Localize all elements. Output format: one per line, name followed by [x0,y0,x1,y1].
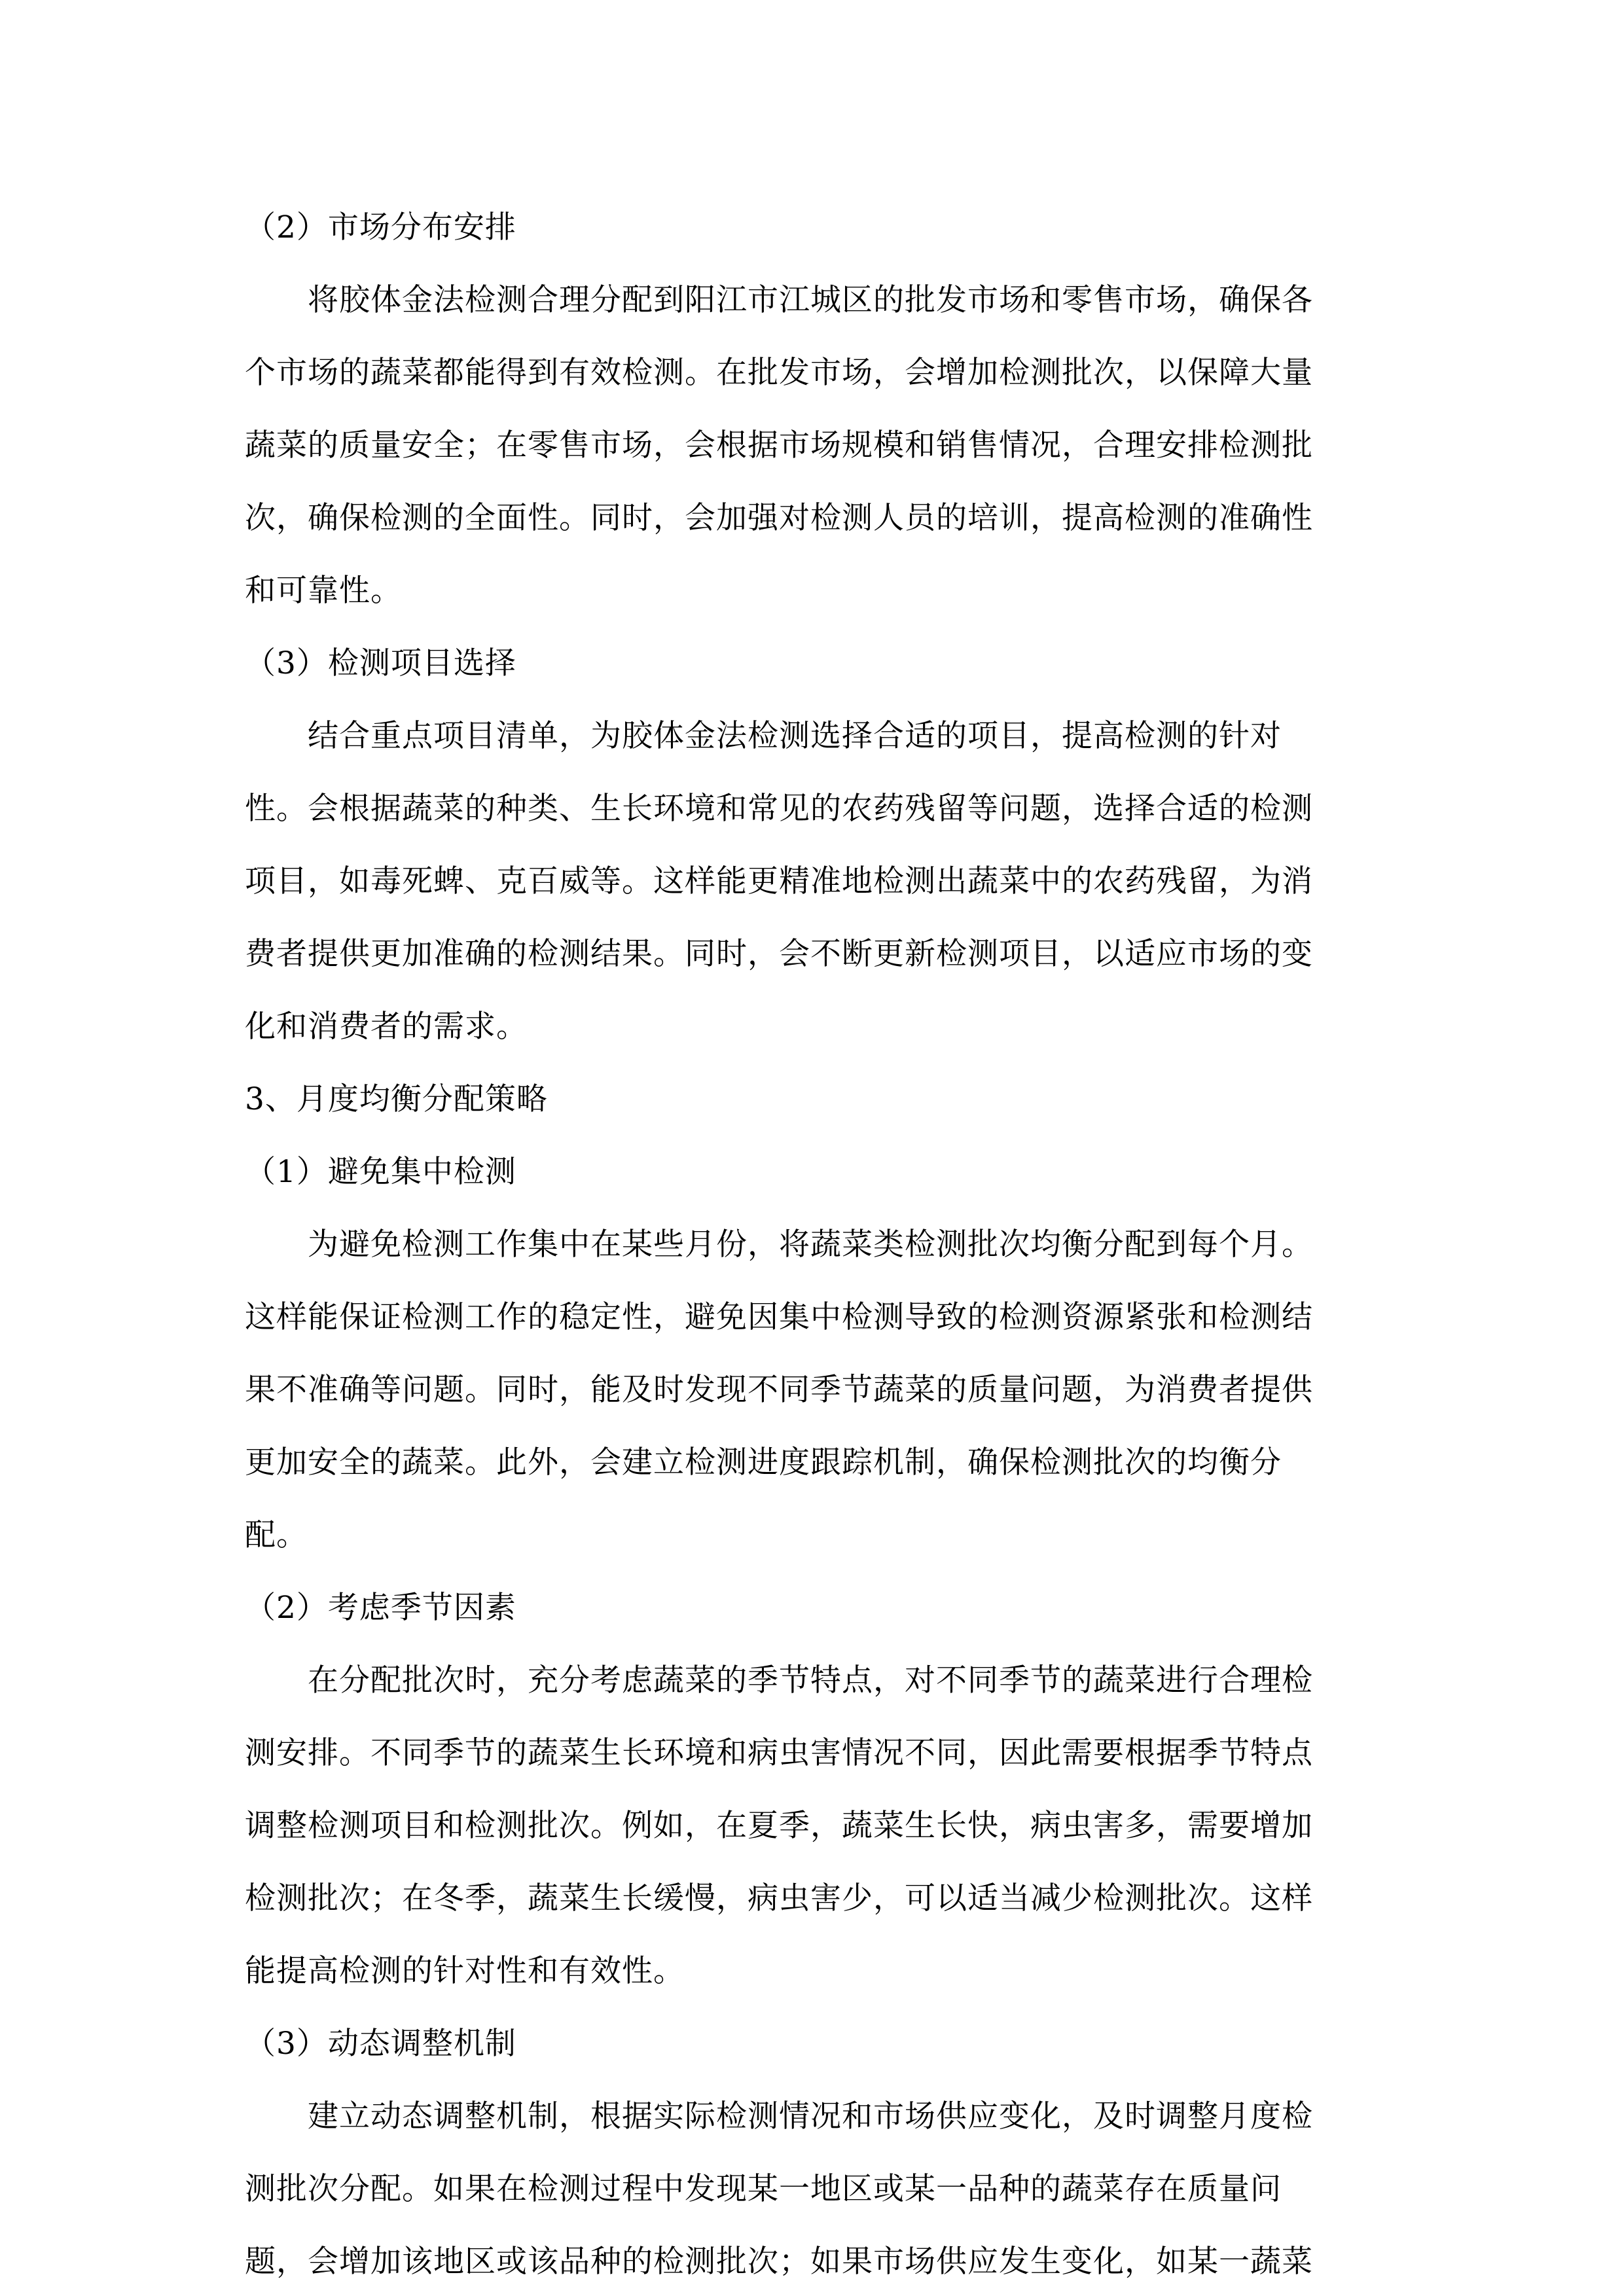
paragraph-line: 在分配批次时，充分考虑蔬菜的季节特点，对不同季节的蔬菜进行合理检 [308,1662,1313,1698]
paragraph-line: 果不准确等问题。同时，能及时发现不同季节蔬菜的质量问题，为消费者提供 [245,1372,1313,1408]
paragraph-test-item-selection [245,700,1371,1063]
paragraph-line: 能提高检测的针对性和有效性。 [245,1953,685,1989]
paragraph-line: 费者提供更加准确的检测结果。同时，会不断更新检测项目，以适应市场的变 [245,936,1313,972]
subheading-market-distribution: （2）市场分布安排 [245,209,516,245]
paragraph-line: 性。会根据蔬菜的种类、生长环境和常见的农药残留等问题，选择合适的检测 [245,791,1313,827]
paragraph-line: 测批次分配。如果在检测过程中发现某一地区或某一品种的蔬菜存在质量问 [245,2171,1282,2207]
subheading-dynamic-adjustment: （3）动态调整机制 [245,2026,516,2062]
subheading-seasonal-factors: （2）考虑季节因素 [245,1590,516,1626]
paragraph-line: 结合重点项目清单，为胶体金法检测选择合适的项目，提高检测的针对 [308,718,1282,754]
section-heading-monthly-balance: 3、月度均衡分配策略 [245,1081,548,1117]
document-body [245,191,1371,2296]
paragraph-line: 题，会增加该地区或该品种的检测批次；如果市场供应发生变化，如某一蔬菜 [245,2244,1313,2280]
paragraph-market-distribution [245,264,1371,627]
paragraph-line: 配。 [245,1517,308,1553]
paragraph-line: 建立动态调整机制，根据实际检测情况和市场供应变化，及时调整月度检 [308,2098,1313,2134]
paragraph-line: 次，确保检测的全面性。同时，会加强对检测人员的培训，提高检测的准确性 [245,500,1313,536]
paragraph-dynamic-adjustment [245,2080,1371,2296]
paragraph-line: 个市场的蔬菜都能得到有效检测。在批发市场，会增加检测批次，以保障大量 [245,355,1313,391]
paragraph-line: 化和消费者的需求。 [245,1009,528,1045]
paragraph-line: 将胶体金法检测合理分配到阳江市江城区的批发市场和零售市场，确保各 [308,282,1313,318]
paragraph-line: 这样能保证检测工作的稳定性，避免因集中检测导致的检测资源紧张和检测结 [245,1299,1313,1335]
paragraph-line: 和可靠性。 [245,573,402,609]
paragraph-line: 更加安全的蔬菜。此外，会建立检测进度跟踪机制，确保检测批次的均衡分 [245,1444,1282,1480]
paragraph-line: 蔬菜的质量安全；在零售市场，会根据市场规模和销售情况，合理安排检测批 [245,427,1313,463]
paragraph-line: 测安排。不同季节的蔬菜生长环境和病虫害情况不同，因此需要根据季节特点 [245,1735,1313,1771]
subheading-test-item-selection: （3）检测项目选择 [245,645,516,681]
paragraph-line: 为避免检测工作集中在某些月份，将蔬菜类检测批次均衡分配到每个月。 [308,1227,1313,1263]
paragraph-line: 检测批次；在冬季，蔬菜生长缓慢，病虫害少，可以适当减少检测批次。这样 [245,1880,1313,1916]
paragraph-line: 调整检测项目和检测批次。例如，在夏季，蔬菜生长快，病虫害多，需要增加 [245,1808,1313,1844]
paragraph-seasonal-factors [245,1644,1371,2007]
paragraph-line: 项目，如毒死蜱、克百威等。这样能更精准地检测出蔬菜中的农药残留，为消 [245,863,1313,899]
paragraph-avoid-concentration [245,1208,1371,1571]
subheading-avoid-concentration: （1）避免集中检测 [245,1154,516,1190]
